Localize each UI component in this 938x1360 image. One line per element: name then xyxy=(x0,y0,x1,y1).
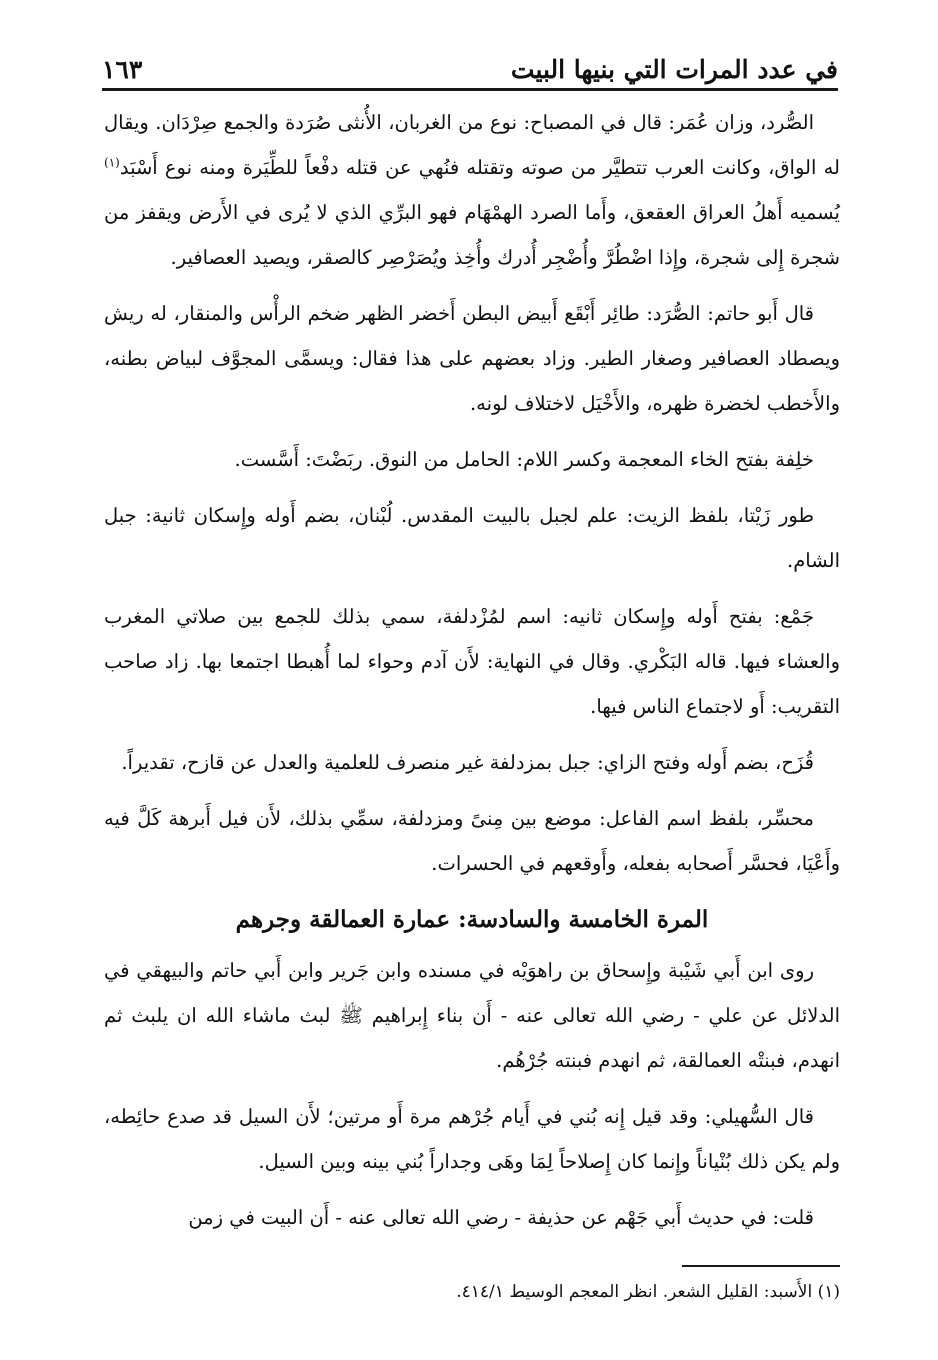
paragraph-quzah xyxy=(104,740,840,785)
paragraph-text: خلِفة بفتح الخاء المعجمة وكسر اللام: الحامل من النوق. ربَضْتَ: أَسَّست. xyxy=(234,448,814,471)
paragraph-khalifa xyxy=(104,437,840,482)
paragraph-text: جَمْع: بفتح أَوله وإِسكان ثانيه: اسم لمُزْدلفة، سمي بذلك للجمع بين صلاتي المغرب والعشاء فيها. قاله البَكْري. وقال في النهاية: لأَن آدم وحواء لما أُهبطا اجتمعا بها. زاد صاحب التقريب: أَو لاجتماع الناس فيها. xyxy=(104,605,840,718)
paragraph-text: محسِّر، بلفظ اسم الفاعل: موضع بين مِنىً ومزدلفة، سمِّي بذلك، لأَن فيل أَبرهة كَلَّ فيه وأَعْيَا، فحسَّر أَصحابه بفعله، وأَوقعهم في الحسرات. xyxy=(104,807,840,875)
paragraph-tur-zayta xyxy=(104,493,840,583)
paragraph-muhassir xyxy=(104,796,840,886)
running-title: في عدد المرات التي بنيها البيت xyxy=(510,55,838,84)
paragraph-text: الصُّرد، وزان عُمَر: قال في المصباح: نوع من الغربان، الأُنثى صُرَدة والجمع صِرْدَان. ويقال له الواق، وكانت العرب تتطيَّر من صوته وتقتله فنُهي عن قتله دفْعاً للطِّيَرة ومنه نوع أَسْبَد xyxy=(104,111,840,179)
paragraph-text: طور زَيْتا، بلفظ الزيت: علم لجبل بالبيت المقدس. لُبْنان، بضم أَوله وإِسكان ثانية: جبل الشام. xyxy=(104,504,840,572)
paragraph-text: قال أَبو حاتم: الصُّرَد: طائِر أَبْقَع أَبيض البطن أَخضر الظهر ضخم الرأْس والمنقار، له ريش ويصطاد العصافير وصغار الطير. وزاد بعضهم على هذا فقال: ويسمَّى المجوَّف لبياض بطنه، والأَخطب لخضرة ظهره، والأَخْيَل لاختلاف لونه. xyxy=(104,302,840,415)
paragraph-text: روى ابن أَبي شَيْبة وإِسحاق بن راهوَيْه في مسنده وابن جَرير وابن أَبي حاتم والبيهقي في الدلائل عن علي - رضي الله تعالى عنه - أَن بناء إِبراهيم ﷺ لبث ماشاء الله ان يلبث ثم انهدم، فبنتْه العمالقة، ثم انهدم فبنته جُرْهُم. xyxy=(104,959,840,1072)
paragraph-text: قال السُّهيلي: وقد قيل إِنه بُني في أَيام جُرْهم مرة أَو مرتين؛ لأَن السيل قد صدع حائِطه، ولم يكن ذلك بُنْياناً وإِنما كان إِصلاحاً لِمَا وهَى وجداراً بُني بينه وبين السيل. xyxy=(104,1105,840,1173)
footnote-reference: (١) xyxy=(104,155,120,170)
paragraph-text: قلت: في حديث أَبي جَهْم عن حذيفة - رضي الله تعالى عنه - أَن البيت في زمن xyxy=(188,1206,814,1229)
page-number: ١٦٣ xyxy=(102,55,143,84)
footnote-divider xyxy=(682,1265,840,1267)
paragraph-riwaya xyxy=(104,948,840,1083)
paragraph-qultu xyxy=(104,1195,840,1240)
footnote: (١) الأَسبد: القليل الشعر. انظر المعجم الوسيط ٤١٤/١. xyxy=(456,1282,840,1302)
running-header xyxy=(102,44,838,91)
body-text xyxy=(104,100,840,1251)
paragraph-abu-hatim xyxy=(104,291,840,426)
paragraph-suhayli xyxy=(104,1094,840,1184)
section-heading: المرة الخامسة والسادسة: عمارة العمالقة وجرهم xyxy=(235,906,709,933)
paragraph-text: قُزَح، بضم أَوله وفتح الزاي: جبل بمزدلفة غير منصرف للعلمية والعدل عن قازح، تقديراً. xyxy=(121,751,814,774)
paragraph-surad xyxy=(104,100,840,280)
paragraph-jam xyxy=(104,594,840,729)
paragraph-text-continued: يُسميه أَهلُ العراق العقعق، وأَما الصرد الهمْهَام فهو البرِّي الذي لا يُرى في الأَرض ويقفز من شجرة إِلى شجرة، وإِذا اضْطُرَّ وأُضْجِر أُدرك وأُخِذ ويُصَرْصِر كالصقر، ويصيد العصافير. xyxy=(104,201,840,269)
